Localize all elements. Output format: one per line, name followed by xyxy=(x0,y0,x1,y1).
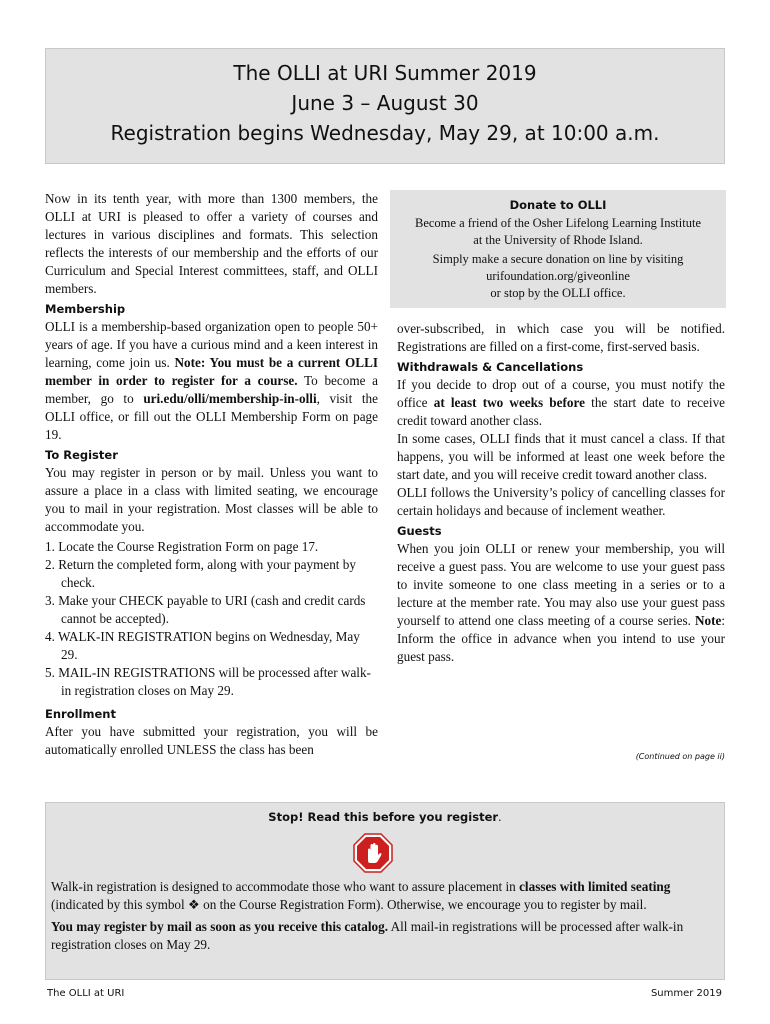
membership-paragraph: OLLI is a membership-based organization open to people 50+ years of age. If you have a curious mind and a keen interest in learning, come join us. Note: You must be a current OLLI member in order to register for a course. To become a member, go to uri.edu/olli/membership-in-olli, visit the OLLI office, or fill out the OLLI Membership Form on page 19. xyxy=(45,319,379,442)
stop-paragraph-1: Walk-in registration is designed to accommodate those who want to assure placement in classes with limited seating (indicated by this symbol ❖ on the Course Registration Form). Otherwise, we encourage you to register by mail. xyxy=(51,879,671,912)
title-banner xyxy=(45,48,725,164)
title-line-3: Registration begins Wednesday, May 29, at 10:00 a.m. xyxy=(110,121,660,145)
to-register-paragraph: You may register in person or by mail. Unless you want to assure a place in a class with limited seating, we encourage you to mail in your registration. Most classes will be able to accommodate you. xyxy=(45,465,378,534)
stop-title: Stop! Read this before you register. xyxy=(268,810,502,824)
enrollment-heading: Enrollment xyxy=(45,707,116,721)
intro-paragraph: Now in its tenth year, with more than 1300 members, the OLLI at URI is pleased to offer a variety of courses and lectures in various disciplines and formats. This selection reflects the interests of our membership and the efforts of our Curriculum and Special Interest committees, staff, and OLLI members. xyxy=(45,191,378,296)
guests-paragraph: When you join OLLI or renew your membership, you will receive a guest pass. You are welcome to use your guest pass to invite someone to one class meeting in a series or to a lecture at the member rate. You may also use your guest pass yourself to attend one class meeting of a course series. Note: Inform the office in advance when you intend to use your guest pass. xyxy=(397,541,726,664)
enrollment-continued: over-subscribed, in which case you will be notified. Registrations are filled on a first-come, first-served basis. xyxy=(397,321,725,354)
title-line-2: June 3 – August 30 xyxy=(291,91,479,115)
list-item: 5. MAIL-IN REGISTRATIONS will be processed after walk-in registration closes on May 29. xyxy=(45,665,371,698)
right-column xyxy=(397,320,725,666)
donate-line-2: at the University of Rhode Island. xyxy=(473,233,643,247)
to-register-heading: To Register xyxy=(45,448,118,462)
registration-steps xyxy=(45,538,378,700)
footer-right: Summer 2019 xyxy=(650,988,722,999)
left-column xyxy=(45,190,378,759)
withdrawals-paragraph-3: OLLI follows the University’s policy of cancelling classes for certain holidays and because of inclement weather. xyxy=(397,485,725,518)
membership-heading: Membership xyxy=(45,302,126,316)
donate-box xyxy=(390,190,726,308)
stop-body xyxy=(51,878,719,958)
enrollment-paragraph: After you have submitted your registration, you will be automatically enrolled UNLESS the class has been xyxy=(45,724,378,757)
stop-notice-box xyxy=(45,802,725,980)
donate-line-1: Become a friend of the Osher Lifelong Learning Institute xyxy=(414,216,701,230)
title-line-1: The OLLI at URI Summer 2019 xyxy=(233,61,537,85)
withdrawals-paragraph-2: In some cases, OLLI finds that it must cancel a class. If that happens, you will be informed at least one week before the start date, and you will receive credit toward another class. xyxy=(397,431,725,482)
stop-paragraph-2: You may register by mail as soon as you receive this catalog. All mail-in registrations will be processed after walk-in registration closes on May 29. xyxy=(51,919,684,952)
donate-line-3: Simply make a secure donation on line by visiting xyxy=(432,252,684,266)
membership-link[interactable]: uri.edu/olli/membership-in-olli xyxy=(143,391,317,406)
list-item: 3. Make your CHECK payable to URI (cash and credit cards cannot be accepted). xyxy=(45,593,366,626)
withdrawals-heading: Withdrawals & Cancellations xyxy=(397,360,584,374)
stop-hand-icon xyxy=(353,833,393,873)
footer-left: The OLLI at URI xyxy=(47,988,125,999)
continued-note: (Continued on page ii) xyxy=(635,752,725,761)
list-item: 2. Return the completed form, along with your payment by check. xyxy=(45,557,356,590)
membership-note: Note: You must be a current OLLI member in order to register for a course. xyxy=(45,355,379,388)
donate-link[interactable]: urifoundation.org/giveonline xyxy=(486,269,630,283)
list-item: 1. Locate the Course Registration Form on page 17. xyxy=(45,539,319,554)
donate-line-5: or stop by the OLLI office. xyxy=(490,286,626,300)
guests-heading: Guests xyxy=(397,524,442,538)
list-item: 4. WALK-IN REGISTRATION begins on Wednesday, May 29. xyxy=(45,629,360,662)
withdrawals-paragraph-1: If you decide to drop out of a course, you must notify the office at least two weeks before the start date to receive credit toward another class. xyxy=(397,377,726,428)
donate-title: Donate to OLLI xyxy=(509,198,607,212)
